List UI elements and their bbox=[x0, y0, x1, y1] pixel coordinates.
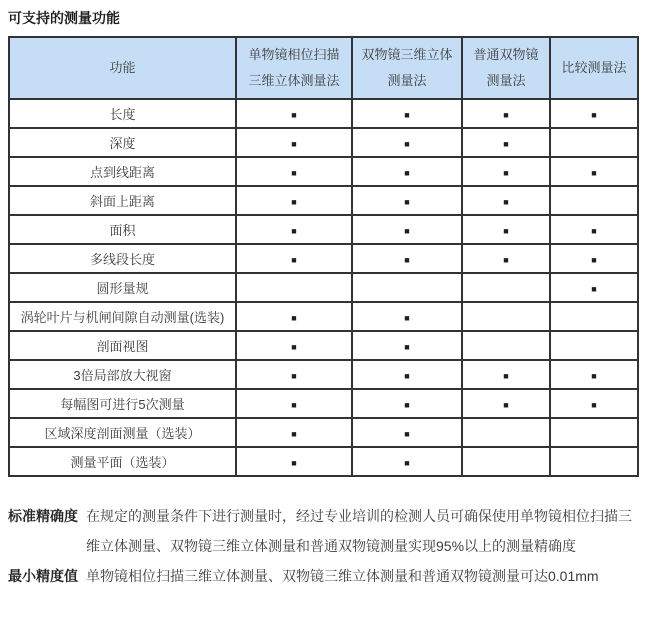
filled-square-icon: ■ bbox=[291, 400, 297, 410]
filled-square-icon: ■ bbox=[503, 168, 509, 178]
table-row bbox=[9, 389, 638, 418]
table-row bbox=[9, 302, 638, 331]
filled-square-icon: ■ bbox=[404, 139, 410, 149]
function-cell: 点到线距离 bbox=[9, 157, 236, 186]
filled-square-icon: ■ bbox=[503, 110, 509, 120]
mark-cell bbox=[550, 215, 638, 244]
function-cell: 长度 bbox=[9, 99, 236, 128]
mark-cell bbox=[236, 418, 352, 447]
function-cell: 圆形量规 bbox=[9, 273, 236, 302]
mark-cell bbox=[462, 99, 550, 128]
function-cell: 剖面视图 bbox=[9, 331, 236, 360]
note-label: 最小精度值 bbox=[8, 568, 78, 584]
filled-square-icon: ■ bbox=[404, 313, 410, 323]
filled-square-icon: ■ bbox=[404, 197, 410, 207]
filled-square-icon: ■ bbox=[291, 226, 297, 236]
mark-cell bbox=[236, 302, 352, 331]
mark-cell bbox=[352, 128, 462, 157]
filled-square-icon: ■ bbox=[291, 342, 297, 352]
function-cell: 涡轮叶片与机闸间隙自动测量(选装) bbox=[9, 302, 236, 331]
mark-cell bbox=[550, 157, 638, 186]
table-row bbox=[9, 157, 638, 186]
mark-cell bbox=[462, 244, 550, 273]
measurement-functions-table bbox=[8, 36, 639, 477]
note-standard-accuracy bbox=[8, 501, 642, 561]
filled-square-icon: ■ bbox=[591, 284, 597, 294]
mark-cell bbox=[352, 418, 462, 447]
note-label: 标准精确度 bbox=[8, 508, 78, 524]
filled-square-icon: ■ bbox=[591, 255, 597, 265]
filled-square-icon: ■ bbox=[591, 226, 597, 236]
mark-cell bbox=[352, 389, 462, 418]
filled-square-icon: ■ bbox=[503, 371, 509, 381]
filled-square-icon: ■ bbox=[291, 458, 297, 468]
filled-square-icon: ■ bbox=[404, 255, 410, 265]
function-cell: 斜面上距离 bbox=[9, 186, 236, 215]
filled-square-icon: ■ bbox=[291, 139, 297, 149]
filled-square-icon: ■ bbox=[404, 400, 410, 410]
mark-cell bbox=[462, 186, 550, 215]
table-row bbox=[9, 331, 638, 360]
mark-cell bbox=[236, 360, 352, 389]
mark-cell bbox=[550, 273, 638, 302]
filled-square-icon: ■ bbox=[291, 197, 297, 207]
note-text: 在规定的测量条件下进行测量时，经过专业培训的检测人员可确保使用单物镜相位扫描三维立体测量、双物镜三维立体测量和普通双物镜测量实现95%以上的测量精确度 bbox=[86, 508, 632, 554]
function-cell: 深度 bbox=[9, 128, 236, 157]
filled-square-icon: ■ bbox=[503, 197, 509, 207]
empty-cell bbox=[462, 331, 550, 360]
mark-cell bbox=[236, 128, 352, 157]
mark-cell bbox=[236, 186, 352, 215]
table-row bbox=[9, 244, 638, 273]
mark-cell bbox=[550, 389, 638, 418]
filled-square-icon: ■ bbox=[591, 110, 597, 120]
column-header: 功能 bbox=[9, 37, 236, 99]
empty-cell bbox=[550, 186, 638, 215]
mark-cell bbox=[550, 244, 638, 273]
mark-cell bbox=[352, 360, 462, 389]
filled-square-icon: ■ bbox=[291, 313, 297, 323]
mark-cell bbox=[462, 389, 550, 418]
mark-cell bbox=[462, 215, 550, 244]
empty-cell bbox=[352, 273, 462, 302]
mark-cell bbox=[352, 99, 462, 128]
table-row bbox=[9, 360, 638, 389]
mark-cell bbox=[236, 215, 352, 244]
mark-cell bbox=[352, 157, 462, 186]
mark-cell bbox=[352, 215, 462, 244]
page-title: 可支持的测量功能 bbox=[8, 10, 120, 26]
table-row bbox=[9, 186, 638, 215]
mark-cell bbox=[550, 99, 638, 128]
filled-square-icon: ■ bbox=[404, 226, 410, 236]
filled-square-icon: ■ bbox=[503, 139, 509, 149]
empty-cell bbox=[550, 447, 638, 476]
mark-cell bbox=[352, 302, 462, 331]
mark-cell bbox=[352, 447, 462, 476]
empty-cell bbox=[550, 128, 638, 157]
filled-square-icon: ■ bbox=[503, 400, 509, 410]
mark-cell bbox=[352, 331, 462, 360]
empty-cell bbox=[550, 302, 638, 331]
note-text: 单物镜相位扫描三维立体测量、双物镜三维立体测量和普通双物镜测量可达0.01mm bbox=[86, 568, 599, 584]
empty-cell bbox=[550, 331, 638, 360]
mark-cell bbox=[236, 389, 352, 418]
function-cell: 测量平面（选装） bbox=[9, 447, 236, 476]
column-header: 双物镜三维立体 测量法 bbox=[352, 37, 462, 99]
mark-cell bbox=[352, 186, 462, 215]
filled-square-icon: ■ bbox=[291, 371, 297, 381]
filled-square-icon: ■ bbox=[291, 429, 297, 439]
mark-cell bbox=[550, 360, 638, 389]
table-row bbox=[9, 418, 638, 447]
empty-cell bbox=[462, 273, 550, 302]
table-row bbox=[9, 215, 638, 244]
filled-square-icon: ■ bbox=[291, 168, 297, 178]
filled-square-icon: ■ bbox=[503, 255, 509, 265]
filled-square-icon: ■ bbox=[291, 255, 297, 265]
empty-cell bbox=[462, 302, 550, 331]
filled-square-icon: ■ bbox=[404, 458, 410, 468]
filled-square-icon: ■ bbox=[404, 168, 410, 178]
note-minimum-precision bbox=[8, 561, 642, 591]
column-header: 普通双物镜 测量法 bbox=[462, 37, 550, 99]
column-header: 单物镜相位扫描 三维立体测量法 bbox=[236, 37, 352, 99]
filled-square-icon: ■ bbox=[404, 429, 410, 439]
filled-square-icon: ■ bbox=[591, 400, 597, 410]
notes bbox=[8, 501, 644, 591]
function-cell: 面积 bbox=[9, 215, 236, 244]
column-header: 比较测量法 bbox=[550, 37, 638, 99]
table-row bbox=[9, 128, 638, 157]
mark-cell bbox=[236, 244, 352, 273]
mark-cell bbox=[462, 360, 550, 389]
function-cell: 多线段长度 bbox=[9, 244, 236, 273]
mark-cell bbox=[352, 244, 462, 273]
filled-square-icon: ■ bbox=[404, 342, 410, 352]
mark-cell bbox=[236, 99, 352, 128]
empty-cell bbox=[462, 418, 550, 447]
table-header bbox=[9, 37, 638, 99]
filled-square-icon: ■ bbox=[591, 371, 597, 381]
filled-square-icon: ■ bbox=[404, 371, 410, 381]
table-row bbox=[9, 99, 638, 128]
table-row bbox=[9, 273, 638, 302]
mark-cell bbox=[462, 128, 550, 157]
filled-square-icon: ■ bbox=[404, 110, 410, 120]
function-cell: 区域深度剖面测量（选装） bbox=[9, 418, 236, 447]
table-body bbox=[9, 99, 638, 476]
empty-cell bbox=[462, 447, 550, 476]
filled-square-icon: ■ bbox=[591, 168, 597, 178]
table-header-row bbox=[9, 37, 638, 99]
empty-cell bbox=[236, 273, 352, 302]
mark-cell bbox=[462, 157, 550, 186]
mark-cell bbox=[236, 331, 352, 360]
table-row bbox=[9, 447, 638, 476]
empty-cell bbox=[550, 418, 638, 447]
filled-square-icon: ■ bbox=[291, 110, 297, 120]
function-cell: 3倍局部放大视窗 bbox=[9, 360, 236, 389]
mark-cell bbox=[236, 157, 352, 186]
function-cell: 每幅图可进行5次测量 bbox=[9, 389, 236, 418]
filled-square-icon: ■ bbox=[503, 226, 509, 236]
mark-cell bbox=[236, 447, 352, 476]
